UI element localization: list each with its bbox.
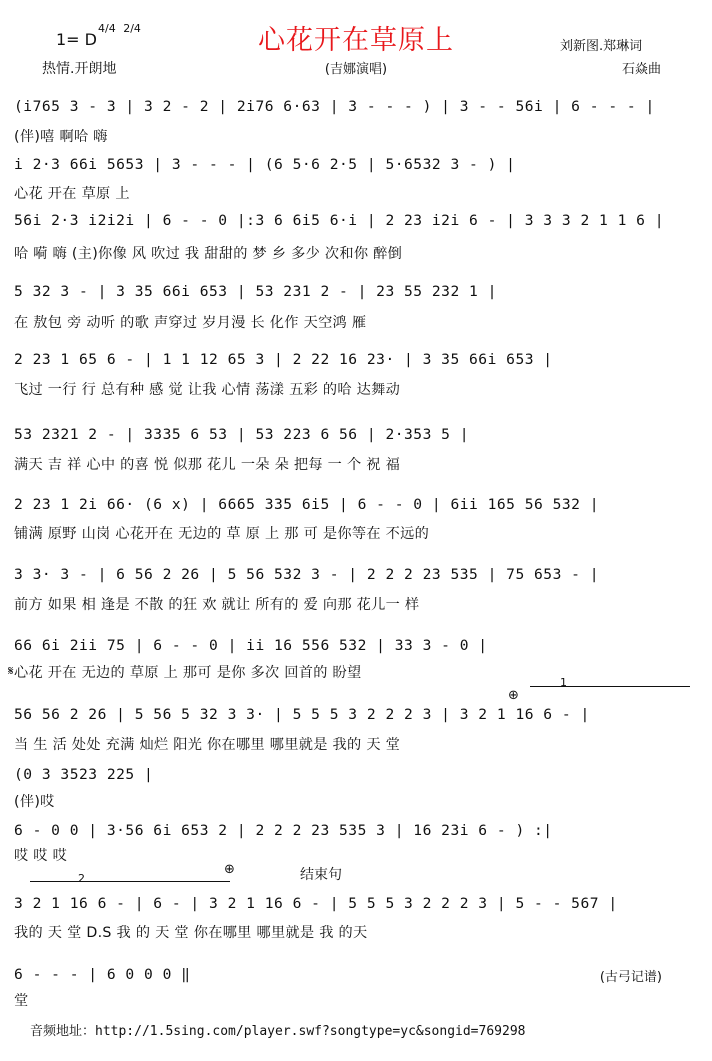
audio-url[interactable]: 音频地址：http://1.5sing.com/player.swf?songtype=yc&songid=769298 — [30, 1024, 526, 1039]
notes-row-6: 53 2321 2 - | 3335 6 53 | 53 223 6 56 | 2·353 5 | — [14, 426, 470, 443]
lyrics-row-10: 当 生 活 处处 充满 灿烂 阳光 你在哪里 哪里就是 我的 天 堂 — [14, 737, 401, 753]
segno-mark: 𝄋 — [8, 664, 14, 679]
notes-row-12: 6 - 0 0 | 3·56 6i 653 2 | 2 2 2 23 535 3 | 16 23i 6 - ) :| — [14, 822, 553, 839]
lyrics-row-2: 心花 开在 草原 上 — [14, 186, 130, 202]
meter-a: 4/4 — [98, 22, 116, 35]
lyrics-row-7: 铺满 原野 山岗 心花开在 无边的 草 原 上 那 可 是你等在 不远的 — [14, 526, 430, 542]
volta-1-bracket — [530, 686, 690, 687]
coda-mark-1: ⊕ — [508, 688, 519, 703]
lyrics-row-13: 我的 天 堂 D.S 我 的 天 堂 你在哪里 哪里就是 我 的天 — [14, 925, 368, 941]
lyrics-row-9: 心花 开在 无边的 草原 上 那可 是你 多次 回首的 盼望 — [14, 665, 362, 681]
lyrics-row-5: 飞过 一行 行 总有种 感 觉 让我 心情 荡漾 五彩 的哈 达舞动 — [14, 382, 401, 398]
notes-row-7: 2 23 1 2i 66· (6 x) | 6665 335 6i5 | 6 - - 0 | 6ii 165 56 532 | — [14, 496, 600, 513]
notes-row-3: 56i 2·3 i2i2i | 6 - - 0 |:3 6 6i5 6·i | 2 23 i2i 6 - | 3 3 3 2 1 1 6 | — [14, 212, 665, 229]
transcriber-credit: (古弓记谱) — [599, 970, 662, 985]
lyrics-row-1: (伴)嘻 啊哈 嗨 — [14, 129, 108, 145]
meter-b: 2/4 — [123, 22, 141, 35]
lyrics-row-3: 哈 嗬 嗨 (主)你像 风 吹过 我 甜甜的 梦 乡 多少 次和你 醉倒 — [14, 246, 403, 262]
coda-mark-2: ⊕ — [224, 862, 235, 877]
coda-label: 结束句 — [300, 867, 342, 883]
notes-row-9: 66 6i 2ii 75 | 6 - - 0 | ii 16 556 532 | 33 3 - 0 | — [14, 637, 488, 654]
lyrics-row-4: 在 敖包 旁 动听 的歌 声穿过 岁月漫 长 化作 天空鸿 雁 — [14, 315, 367, 331]
notes-row-8: 3 3· 3 - | 6 56 2 26 | 5 56 532 3 - | 2 2 2 23 535 | 75 653 - | — [14, 566, 600, 583]
composer-credit: 石焱曲 — [622, 62, 662, 77]
lyricist-credit: 刘新图.郑琳词 — [560, 39, 643, 54]
time-signature — [98, 24, 145, 34]
notes-row-10: 56 56 2 26 | 5 56 5 32 3 3· | 5 5 5 3 2 2 2 3 | 3 2 1 16 6 - | — [14, 706, 590, 723]
volta-1-label: 1 — [560, 676, 567, 689]
lyrics-row-11: (伴)哎 — [14, 794, 55, 810]
notes-row-13: 3 2 1 16 6 - | 6 - | 3 2 1 16 6 - | 5 5 5 3 2 2 2 3 | 5 - - 567 | — [14, 895, 618, 912]
volta-2-label: 2 — [78, 872, 85, 885]
lyrics-row-12: 哎 哎 哎 — [14, 848, 68, 864]
notes-row-14: 6 - - - | 6 0 0 0 ‖ — [14, 966, 191, 983]
notes-row-2: i 2·3 66i 5653 | 3 - - - | (6 5·6 2·5 | 5·6532 3 - ) | — [14, 156, 516, 173]
lyrics-row-14: 堂 — [14, 993, 29, 1009]
song-title: 心花开在草原上 — [258, 25, 454, 56]
lyrics-row-6: 满天 吉 祥 心中 的喜 悦 似那 花儿 一朵 朵 把每 一 个 祝 福 — [14, 457, 401, 473]
performance-mood: 热情.开朗地 — [42, 61, 117, 77]
volta-2-bracket — [30, 881, 230, 882]
lyrics-row-8: 前方 如果 相 逢是 不散 的狂 欢 就让 所有的 爱 向那 花儿一 样 — [14, 597, 420, 613]
notes-row-11: (0 3 3523 225 | — [14, 766, 154, 783]
singer-credit: (吉娜演唱) — [324, 62, 388, 77]
key-signature: 1= D — [56, 30, 97, 49]
notes-row-4: 5 32 3 - | 3 35 66i 653 | 53 231 2 - | 23 55 232 1 | — [14, 283, 497, 300]
notes-row-1: (i765 3 - 3 | 3 2 - 2 | 2i76 6·63 | 3 - - - ) | 3 - - 56i | 6 - - - | — [14, 98, 655, 115]
notes-row-5: 2 23 1 65 6 - | 1 1 12 65 3 | 2 22 16 23· | 3 35 66i 653 | — [14, 351, 553, 368]
